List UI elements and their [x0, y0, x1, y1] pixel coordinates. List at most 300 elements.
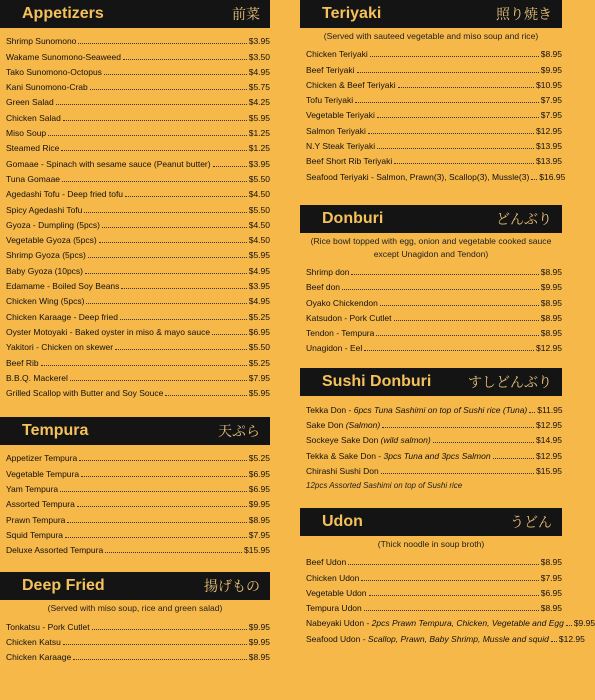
- menu-item-name: [6, 515, 65, 526]
- menu-item-name: [306, 634, 549, 645]
- menu-item-list: [0, 445, 270, 556]
- dot-leader: [65, 537, 247, 538]
- menu-item-title: Sockeye Sake Don: [306, 435, 381, 446]
- menu-item: [306, 121, 562, 136]
- menu-item-name: [306, 343, 362, 354]
- menu-item-title: Beef Rib: [6, 357, 39, 368]
- menu-item-name: [6, 530, 63, 541]
- menu-item-price: $13.95: [536, 141, 562, 152]
- menu-item: [306, 446, 562, 461]
- section-title: Udon: [322, 512, 363, 530]
- menu-item-price: $5.75: [248, 82, 270, 93]
- menu-item-name: [6, 235, 97, 246]
- menu-item-name: [6, 159, 211, 170]
- menu-item-name: [6, 52, 121, 63]
- dot-leader: [62, 181, 247, 182]
- menu-item: [306, 568, 562, 583]
- menu-item: [6, 307, 270, 322]
- menu-item-title: Tonkatsu - Pork Cutlet: [6, 621, 90, 632]
- menu-item: [306, 339, 562, 354]
- menu-item-title: Spicy Agedashi Tofu: [6, 204, 83, 215]
- menu-item: [6, 47, 270, 62]
- dot-leader: [115, 349, 247, 350]
- menu-item-name: [6, 97, 54, 108]
- menu-item-title: Tendon - Tempura: [306, 328, 375, 339]
- menu-item-name: [306, 435, 431, 446]
- menu-item-title: Chicken Katsu: [6, 636, 61, 647]
- menu-item-list: [0, 615, 270, 663]
- menu-item-price: $6.95: [248, 468, 270, 479]
- menu-item: [6, 495, 270, 510]
- menu-item: [6, 170, 270, 185]
- menu-item-price: $12.95: [536, 420, 562, 431]
- menu-item-title: Sake Don: [306, 420, 346, 431]
- menu-item-price: $12.95: [536, 450, 562, 461]
- menu-item-price: $8.95: [248, 652, 270, 663]
- menu-item-title: Shrimp Gyoza (5pcs): [6, 250, 86, 261]
- menu-item: [306, 293, 562, 308]
- menu-item: [306, 152, 562, 167]
- menu-item-title: Chicken & Beef Teriyaki: [306, 79, 396, 90]
- menu-item-name: [6, 499, 75, 510]
- dot-leader: [104, 74, 247, 75]
- menu-item: [306, 76, 562, 91]
- dot-leader: [213, 166, 247, 167]
- menu-item-name: [306, 603, 362, 614]
- menu-item-title: Chicken Karaage - Deep fried: [6, 311, 118, 322]
- section-note: (Served with sauteed vegetable and miso soup and rice): [323, 31, 539, 41]
- dot-leader: [370, 56, 539, 57]
- dot-leader: [121, 288, 246, 289]
- menu-item: [6, 108, 270, 123]
- menu-item-title: Tempura Udon: [306, 603, 362, 614]
- menu-item: [306, 106, 562, 121]
- menu-item-price: $14.95: [536, 435, 562, 446]
- menu-item-price: $5.25: [248, 357, 270, 368]
- menu-item-title: Beef Short Rib Teriyaki: [306, 156, 393, 167]
- dot-leader: [361, 580, 538, 581]
- menu-item-name: [306, 573, 359, 584]
- menu-item-title: Edamame - Boiled Soy Beans: [6, 281, 120, 292]
- menu-item-price: $12.95: [558, 633, 585, 644]
- menu-item-price: $6.95: [540, 587, 562, 598]
- menu-item-title: Tako Sunomono-Octopus: [6, 66, 102, 77]
- menu-item-price: $3.95: [248, 281, 270, 292]
- menu-item-price: $8.95: [540, 603, 562, 614]
- menu-item: [306, 400, 562, 415]
- sushi-donburi-header: [300, 368, 562, 396]
- menu-item-name: [6, 67, 102, 78]
- menu-item-price: $9.95: [248, 636, 270, 647]
- menu-item-title: Shrimp Sunomono: [6, 36, 77, 47]
- menu-item-price: $4.95: [248, 265, 270, 276]
- dot-leader: [398, 87, 534, 88]
- dot-leader: [84, 212, 246, 213]
- section-note: (Served with miso soup, rice and green salad): [47, 603, 223, 614]
- menu-item-name: [306, 95, 353, 106]
- menu-item-title: Chicken Salad: [6, 112, 61, 123]
- menu-item: [306, 416, 562, 431]
- menu-item: [306, 278, 562, 293]
- teriyaki-section: [300, 0, 566, 183]
- menu-item-list: [300, 43, 566, 183]
- menu-item-title: Green Salad: [6, 97, 54, 108]
- menu-item-title: Yam Tempura: [6, 484, 59, 495]
- menu-item-title: Tuna Gomaae: [6, 173, 61, 184]
- menu-item-title: Vegetable Gyoza (5pcs): [6, 235, 97, 246]
- menu-item-price: $4.95: [248, 296, 270, 307]
- menu-item-description: (wild salmon): [380, 435, 431, 446]
- menu-item-name: [6, 453, 77, 464]
- dot-leader: [394, 320, 539, 321]
- menu-item: [6, 633, 270, 648]
- menu-item-name: [6, 266, 83, 277]
- menu-item-name: [306, 451, 491, 462]
- menu-item-price: $8.95: [540, 312, 562, 323]
- menu-item-list: [300, 551, 595, 645]
- menu-item-title: Beef don: [306, 282, 341, 293]
- menu-item-title: Shrimp don: [306, 266, 350, 277]
- menu-item-price: $15.95: [244, 545, 270, 556]
- menu-item-title: Gomaae - Spinach with sesame sauce (Peanut butter): [6, 158, 211, 169]
- dot-leader: [92, 629, 247, 630]
- menu-item-title: Assorted Tempura: [6, 499, 75, 510]
- dot-leader: [566, 625, 572, 626]
- dot-leader: [357, 72, 539, 73]
- menu-item-name: [6, 82, 88, 93]
- dot-leader: [67, 522, 246, 523]
- menu-item-price: $4.50: [248, 189, 270, 200]
- section-title-japanese: 揚げもの: [204, 578, 260, 595]
- menu-item: [6, 292, 270, 307]
- menu-item: [306, 614, 595, 629]
- menu-item: [306, 324, 562, 339]
- menu-item-price: $5.50: [248, 204, 270, 215]
- menu-item-title: Beef Udon: [306, 557, 347, 568]
- dot-leader: [165, 395, 246, 396]
- deep-fried-section: [0, 572, 270, 663]
- menu-item-price: $5.50: [248, 173, 270, 184]
- menu-item-price: $6.95: [248, 326, 270, 337]
- udon-header: [300, 508, 562, 536]
- dot-leader: [61, 150, 246, 151]
- menu-item: [6, 464, 270, 479]
- dot-leader: [41, 365, 247, 366]
- menu-item-price: $9.95: [540, 64, 562, 75]
- menu-item: [6, 246, 270, 261]
- menu-item-title: B.B.Q. Mackerel: [6, 372, 68, 383]
- menu-item: [306, 45, 562, 60]
- dot-leader: [85, 273, 247, 274]
- menu-item: [6, 510, 270, 525]
- menu-item-price: $4.25: [248, 97, 270, 108]
- menu-item-name: [306, 618, 564, 629]
- menu-item-name: [6, 143, 59, 154]
- sushi-donburi-section: [300, 368, 562, 489]
- menu-item-price: $9.95: [248, 499, 270, 510]
- menu-item-title: Chicken Karaage: [6, 652, 72, 663]
- menu-item-description: (Salmon): [345, 420, 381, 431]
- menu-item-title: Chirashi Sushi Don: [306, 465, 379, 476]
- section-note: (Rice bowl topped with egg, onion and vegetable cooked sauce except Unagidon and Tendon): [310, 235, 552, 259]
- menu-item-name: [306, 298, 378, 309]
- menu-item: [306, 309, 562, 324]
- menu-item: [306, 60, 562, 75]
- section-title: Donburi: [322, 209, 384, 227]
- menu-item-title: Miso Soup: [6, 128, 47, 139]
- menu-item: [306, 599, 562, 614]
- dot-leader: [377, 148, 534, 149]
- dot-leader: [433, 442, 534, 443]
- dot-leader: [63, 120, 247, 121]
- menu-item-price: $3.50: [248, 51, 270, 62]
- menu-item-price: $3.95: [248, 158, 270, 169]
- menu-item: [6, 480, 270, 495]
- menu-item-price: $1.25: [248, 143, 270, 154]
- dot-leader: [56, 104, 247, 105]
- menu-item-price: $10.95: [536, 79, 562, 90]
- menu-item-name: [6, 250, 86, 261]
- menu-item-title: Chicken Udon: [306, 572, 360, 583]
- menu-item-price: $8.95: [540, 297, 562, 308]
- menu-item-title: Gyoza - Dumpling (5pcs): [6, 219, 101, 230]
- dot-leader: [78, 43, 246, 44]
- menu-item: [306, 167, 566, 182]
- menu-item-price: $3.95: [248, 36, 270, 47]
- menu-item-price: $7.95: [248, 529, 270, 540]
- section-title: Appetizers: [22, 5, 104, 22]
- menu-item-title: Vegetable Tempura: [6, 468, 80, 479]
- menu-item-name: [306, 65, 355, 76]
- menu-item-price: $8.95: [540, 328, 562, 339]
- menu-item-name: [6, 327, 210, 338]
- menu-item-price: $5.25: [248, 311, 270, 322]
- menu-item-price: $4.50: [248, 219, 270, 230]
- section-title: Sushi Donburi: [322, 373, 432, 391]
- dot-leader: [377, 117, 539, 118]
- menu-item-title: Seafood Udon -: [306, 633, 368, 644]
- menu-item-title: Kani Sunomono-Crab: [6, 82, 88, 93]
- menu-item-price: $5.95: [248, 388, 270, 399]
- menu-item-price: $9.95: [248, 621, 270, 632]
- teriyaki-header: [300, 0, 562, 28]
- menu-item-list: [300, 261, 562, 355]
- menu-item-title: Deluxe Assorted Tempura: [6, 545, 104, 556]
- menu-item-price: $9.95: [540, 282, 562, 293]
- dot-leader: [99, 242, 247, 243]
- menu-item: [6, 323, 270, 338]
- section-title-japanese: 照り焼き: [496, 6, 552, 22]
- menu-item: [6, 261, 270, 276]
- menu-item-description: 6pcs Tuna Sashimi on top of Sushi rice (Tuna): [353, 404, 528, 415]
- menu-item-title: Unagidon - Eel: [306, 343, 363, 354]
- left-column: [0, 0, 270, 663]
- menu-item-title: Beef Teriyaki: [306, 64, 355, 75]
- menu-item-title: Tekka & Sake Don -: [306, 450, 384, 461]
- menu-item: [6, 32, 270, 47]
- menu-item: [306, 462, 562, 477]
- menu-item-price: $5.50: [248, 342, 270, 353]
- menu-item-title: N.Y Steak Teriyaki: [306, 141, 376, 152]
- menu-item-price: $1.25: [248, 128, 270, 139]
- dot-leader: [90, 89, 247, 90]
- menu-item: [6, 185, 270, 200]
- menu-item: [306, 629, 585, 644]
- menu-item-list: [0, 28, 270, 399]
- menu-item-name: [306, 110, 375, 121]
- menu-item-price: $7.95: [540, 95, 562, 106]
- appetizers-header: [0, 0, 270, 28]
- dot-leader: [73, 659, 247, 660]
- menu-item-name: [6, 174, 60, 185]
- menu-item-name: [6, 622, 90, 633]
- menu-item-title: Squid Tempura: [6, 529, 64, 540]
- menu-item-price: $12.95: [536, 343, 562, 354]
- dot-leader: [376, 335, 538, 336]
- dot-leader: [79, 460, 247, 461]
- dot-leader: [531, 179, 537, 180]
- menu-item-price: $4.50: [248, 235, 270, 246]
- menu-item: [6, 353, 270, 368]
- dot-leader: [382, 427, 534, 428]
- dot-leader: [355, 102, 539, 103]
- dot-leader: [86, 303, 246, 304]
- menu-item-name: [6, 281, 119, 292]
- donburi-header: [300, 205, 562, 233]
- menu-item-price: $7.95: [540, 110, 562, 121]
- menu-item-name: [306, 466, 379, 477]
- menu-item: [6, 277, 270, 292]
- menu-item: [6, 617, 270, 632]
- section-title: Tempura: [22, 422, 89, 440]
- dot-leader: [123, 59, 247, 60]
- menu-item-title: Nabeyaki Udon -: [306, 618, 372, 629]
- menu-item-price: $8.95: [540, 49, 562, 60]
- menu-item-name: [306, 282, 340, 293]
- dot-leader: [380, 305, 539, 306]
- appetizers-section: [0, 0, 270, 399]
- dot-leader: [105, 552, 242, 553]
- dot-leader: [369, 595, 539, 596]
- section-title-japanese: 前菜: [232, 6, 260, 22]
- right-column: [300, 0, 595, 645]
- menu-item-name: [6, 342, 113, 353]
- menu-item: [306, 91, 562, 106]
- dot-leader: [342, 289, 539, 290]
- dot-leader: [351, 274, 538, 275]
- dot-leader: [63, 644, 247, 645]
- menu-item-name: [6, 128, 46, 139]
- menu-item: [6, 648, 270, 663]
- menu-item-name: [306, 313, 392, 324]
- section-title-japanese: すしどんぶり: [468, 374, 552, 391]
- menu-item-price: $12.95: [536, 125, 562, 136]
- dot-leader: [125, 196, 247, 197]
- menu-item: [6, 200, 270, 215]
- menu-item-name: [6, 373, 68, 384]
- menu-item-name: [306, 267, 349, 278]
- menu-item: [6, 449, 270, 464]
- menu-item-title: Chicken Wing (5pcs): [6, 296, 85, 307]
- menu-item-name: [6, 36, 76, 47]
- dot-leader: [81, 476, 247, 477]
- menu-item-title: Vegetable Teriyaki: [306, 110, 375, 121]
- menu-item-name: [6, 113, 61, 124]
- menu-item: [6, 384, 270, 399]
- menu-item-price: $9.95: [573, 618, 595, 629]
- udon-section: [300, 508, 595, 645]
- section-title: Deep Fried: [22, 577, 105, 595]
- menu-item-price: $7.95: [248, 372, 270, 383]
- menu-item-name: [6, 205, 82, 216]
- menu-item: [6, 139, 270, 154]
- menu-item-price: $6.95: [248, 484, 270, 495]
- menu-item-title: Agedashi Tofu - Deep fried tofu: [6, 189, 124, 200]
- menu-item-name: [306, 588, 367, 599]
- menu-item-name: [306, 141, 375, 152]
- menu-item-title: Chicken Teriyaki: [306, 49, 368, 60]
- menu-item-price: $11.95: [537, 404, 563, 415]
- section-title-japanese: 天ぷら: [218, 423, 260, 440]
- menu-item-name: [6, 637, 61, 648]
- menu-item-name: [6, 358, 39, 369]
- menu-item-price: $7.95: [540, 572, 562, 583]
- menu-item-price: $5.95: [248, 250, 270, 261]
- menu-item: [6, 154, 270, 169]
- menu-item-title: Wakame Sunomono-Seaweed: [6, 51, 121, 62]
- menu-item-name: [306, 49, 368, 60]
- menu-item-name: [6, 296, 84, 307]
- menu-item-description: 2pcs Prawn Tempura, Chicken, Vegetable and Egg: [371, 618, 564, 629]
- menu-item-price: $8.95: [248, 514, 270, 525]
- dot-leader: [381, 473, 534, 474]
- menu-item: [306, 431, 562, 446]
- menu-item-name: [6, 388, 163, 399]
- menu-item-name: [6, 220, 100, 231]
- menu-item-price: $5.95: [248, 112, 270, 123]
- menu-item-name: [6, 189, 123, 200]
- section-title-japanese: うどん: [510, 513, 552, 530]
- menu-item: [6, 231, 270, 246]
- menu-item-name: [6, 545, 103, 556]
- menu-item-price: $8.95: [540, 266, 562, 277]
- dot-leader: [48, 135, 247, 136]
- menu-item-title: Katsudon - Pork Cutlet: [306, 312, 392, 323]
- menu-item-title: Steamed Rice: [6, 143, 60, 154]
- menu-item-title: Salmon Teriyaki: [306, 125, 366, 136]
- dot-leader: [102, 227, 247, 228]
- menu-item: [6, 338, 270, 353]
- menu-item-name: [306, 328, 374, 339]
- menu-item: [6, 369, 270, 384]
- menu-item-name: [6, 652, 71, 663]
- dot-leader: [368, 133, 534, 134]
- dot-leader: [212, 334, 247, 335]
- dot-leader: [551, 641, 557, 642]
- dot-leader: [348, 564, 539, 565]
- section-title: Teriyaki: [322, 5, 382, 22]
- dot-leader: [493, 458, 534, 459]
- menu-item: [6, 526, 270, 541]
- menu-item: [306, 263, 562, 278]
- dot-leader: [120, 319, 247, 320]
- menu-item-title: Seafood Teriyaki - Salmon, Prawn(3), Scallop(3), Mussle(3): [306, 171, 530, 182]
- menu-item-name: [6, 484, 58, 495]
- menu-item-title: Tofu Teriyaki: [306, 95, 354, 106]
- section-footnote: 12pcs Assorted Sashimi on top of Sushi rice: [306, 480, 463, 490]
- menu-item-price: $5.25: [248, 453, 270, 464]
- menu-item-title: Tekka Don -: [306, 404, 354, 415]
